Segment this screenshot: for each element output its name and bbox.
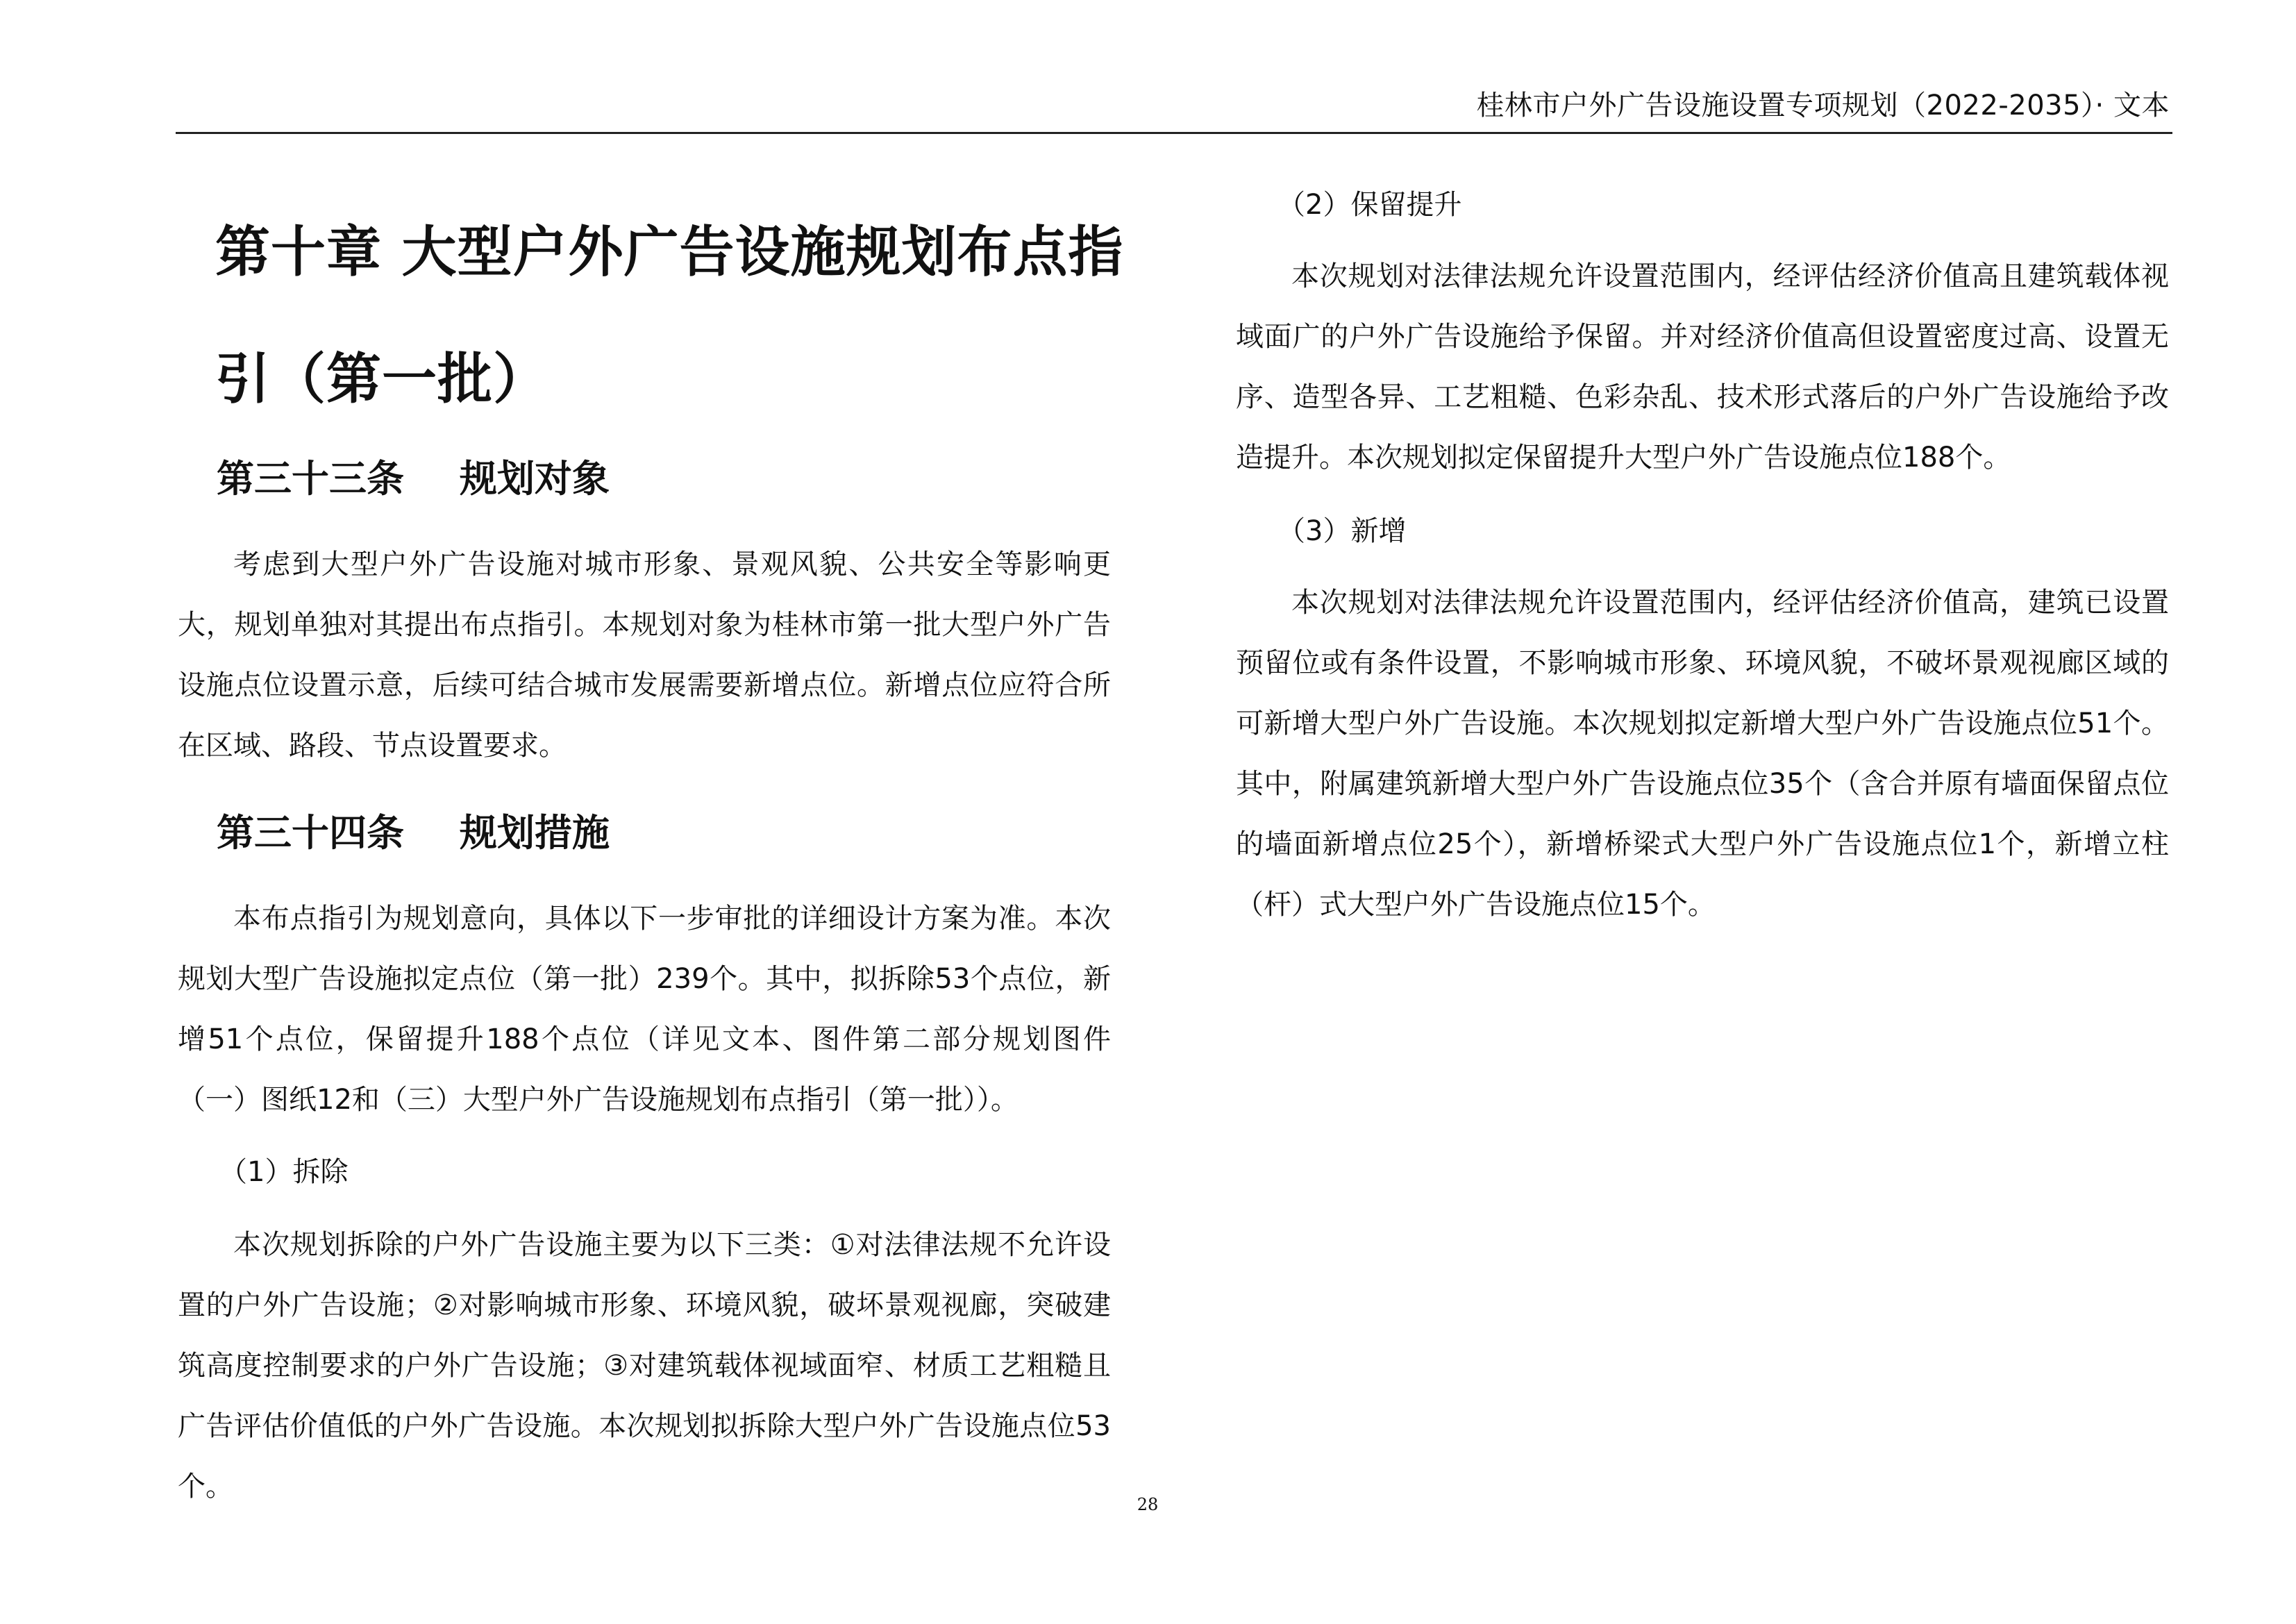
demolish-heading: （1）拆除: [219, 1156, 349, 1188]
page-header: [176, 82, 2172, 134]
demolish-paragraph: 本次规划拆除的户外广告设施主要为以下三类：①对法律法规不允许设置的户外广告设施；②对影响城市形象、环境风貌，破坏景观视廊，突破建筑高度控制要求的户外广告设施；③对建筑载体视域面窄、材质工艺粗糙且广告评估价值低的户外广告设施。本次规划拟拆除大型户外广告设施点位53个。: [178, 1229, 1111, 1502]
add-heading: （3）新增: [1277, 515, 1407, 547]
article-33-name: 规划对象: [460, 457, 610, 501]
page-number: 28: [1137, 1495, 1159, 1514]
chapter-title: 第十章 大型户外广告设施规划布点指引（第一批）: [215, 220, 1124, 411]
article-34-paragraph: 本布点指引为规划意向，具体以下一步审批的详细设计方案为准。本次规划大型广告设施拟定点位（第一批）239个。其中，拟拆除53个点位，新增51个点位，保留提升188个点位（详见文本、图件第二部分规划图件（一）图纸12和（三）大型户外广告设施规划布点指引（第一批））。: [178, 903, 1111, 1116]
article-34-heading: [217, 805, 610, 861]
article-33-number: 第三十三条: [217, 457, 404, 501]
document-title: 桂林市户外广告设施设置专项规划（2022-2035）· 文本: [1476, 90, 2170, 122]
article-33-heading: [217, 451, 610, 507]
add-paragraph: 本次规划对法律法规允许设置范围内，经评估经济价值高，建筑已设置预留位或有条件设置，不影响城市形象、环境风貌，不破坏景观视廊区域的可新增大型户外广告设施。本次规划拟定新增大型户外广告设施点位51个。其中，附属建筑新增大型户外广告设施点位35个（含合并原有墙面保留点位的墙面新增点位25个），新增桥梁式大型户外广告设施点位1个，新增立柱（杆）式大型户外广告设施点位15个。: [1236, 587, 2169, 921]
article-34-number: 第三十四条: [217, 811, 404, 855]
retain-paragraph: 本次规划对法律法规允许设置范围内，经评估经济价值高且建筑载体视域面广的户外广告设施给予保留。并对经济价值高但设置密度过高、设置无序、造型各异、工艺粗糙、色彩杂乱、技术形式落后的户外广告设施给予改造提升。本次规划拟定保留提升大型户外广告设施点位188个。: [1236, 260, 2169, 474]
article-33-paragraph: 考虑到大型户外广告设施对城市形象、景观风貌、公共安全等影响更大，规划单独对其提出布点指引。本规划对象为桂林市第一批大型户外广告设施点位设置示意，后续可结合城市发展需要新增点位。新增点位应符合所在区域、路段、节点设置要求。: [178, 549, 1111, 762]
retain-heading: （2）保留提升: [1277, 189, 1462, 221]
article-34-name: 规划措施: [460, 811, 610, 855]
